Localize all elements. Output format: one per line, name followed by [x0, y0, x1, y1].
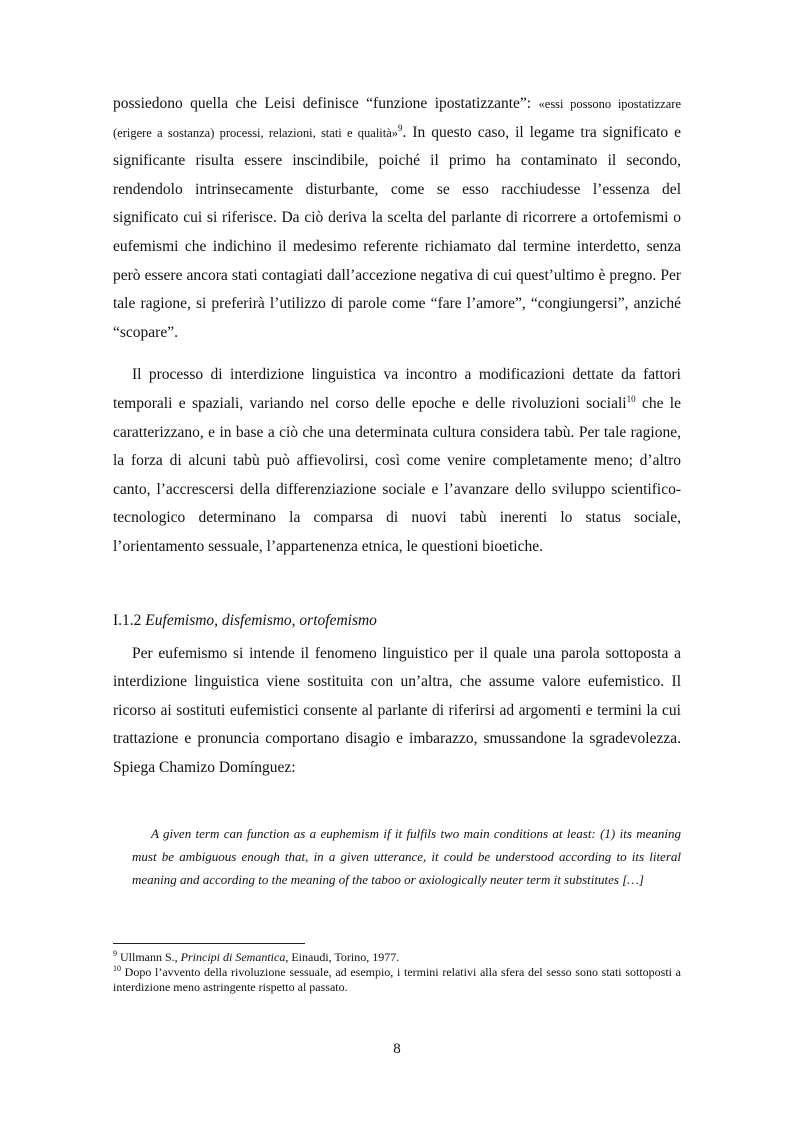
footnote-9-title: Principi di Semantica: [180, 950, 286, 965]
page-number: 8: [393, 1041, 401, 1057]
footnote-10-number: 10: [113, 964, 121, 974]
footnote-10: [113, 965, 681, 995]
footnote-10-text: Dopo l’avvento della rivoluzione sessuale, ad esempio, i termini relativi alla sfera del sesso sono stati sottoposti a interdizione meno astringente rispetto al passato.: [113, 965, 681, 995]
paragraph-3: Per eufemismo si intende il fenomeno linguistico per il quale una parola sottoposta a interdizione linguistica viene sostituita con un’altra, che assume valore eufemistico. Il ricorso ai sostituti eufemistici consente al parlante di riferirsi ad argomenti e termini la cui trattazione e pronuncia comportano disagio e imbarazzo, smussandone la sgradevolezza. Spiega Chamizo Domínguez:: [113, 644, 681, 776]
paragraph-2-text-a: Il processo di interdizione linguistica va incontro a modificazioni dettate da fattori temporali e spaziali, variando nel corso delle epoche e delle rivoluzioni sociali: [113, 366, 681, 412]
paragraph-1: [113, 90, 681, 347]
footnote-ref-9[interactable]: 9: [398, 122, 403, 133]
paragraph-1-text-b: . In questo caso, il legame tra significato e significante risulta essere inscindibile, poiché il primo ha contaminato il secondo, rendendolo intrinsecamente disturbante, come se esso racchiudesse l’essenza del significato cui si riferisce. Da ciò deriva la scelta del parlante di ricorrere a ortofemismi o eufemismi che indichino il medesimo referente richiamato dal termine interdetto, senza però essere ancora stati contagiati dall’accezione negativa di cui quest’ultimo è pregno. Per tale ragione, si preferirà l’utilizzo di parole come “fare l’amore”, “congiungersi”, anziché “scopare”.: [113, 123, 681, 341]
paragraph-2: [113, 361, 681, 561]
footnote-9-rest: , Einaudi, Torino, 1977.: [285, 950, 400, 965]
inline-quotation: «essi possono ipostatizzare (erigere a sostanza) processi, relazioni, stati e qualità»: [113, 97, 681, 140]
block-quotation: A given term can function as a euphemism if it fulfils two main conditions at least: (1) its meaning must be ambiguous enough that, in a given utterance, it could be understood according to its literal meaning and according to the meaning of the taboo or axiologically neuter term it substitutes […]: [132, 826, 681, 888]
footnote-ref-10[interactable]: 10: [626, 393, 636, 404]
page-body: [113, 88, 681, 995]
section-heading: [113, 612, 681, 630]
footnote-9-number: 9: [113, 949, 117, 959]
footnote-9: [113, 950, 681, 965]
section-number: I.1.2: [113, 611, 146, 629]
paragraph-1-text-a: possiedono quella che Leisi definisce “funzione ipostatizzante”:: [113, 95, 539, 112]
section-title: Eufemismo, disfemismo, ortofemismo: [145, 611, 377, 629]
paragraph-2-text-b: che le caratterizzano, e in base a ciò che una determinata cultura considera tabù. Per tale ragione, la forza di alcuni tabù può affievolirsi, così come venire completamente meno; d’altro canto, l’accrescersi della differenziazione sociale e l’avanzare dello sviluppo scientifico-tecnologico determinano la comparsa di nuovi tabù inerenti lo status sociale, l’orientamento sessuale, l’appartenenza etnica, le questioni bioetiche.: [113, 394, 681, 555]
footnote-separator: [113, 943, 305, 944]
footnote-9-author: Ullmann S.,: [117, 950, 181, 965]
